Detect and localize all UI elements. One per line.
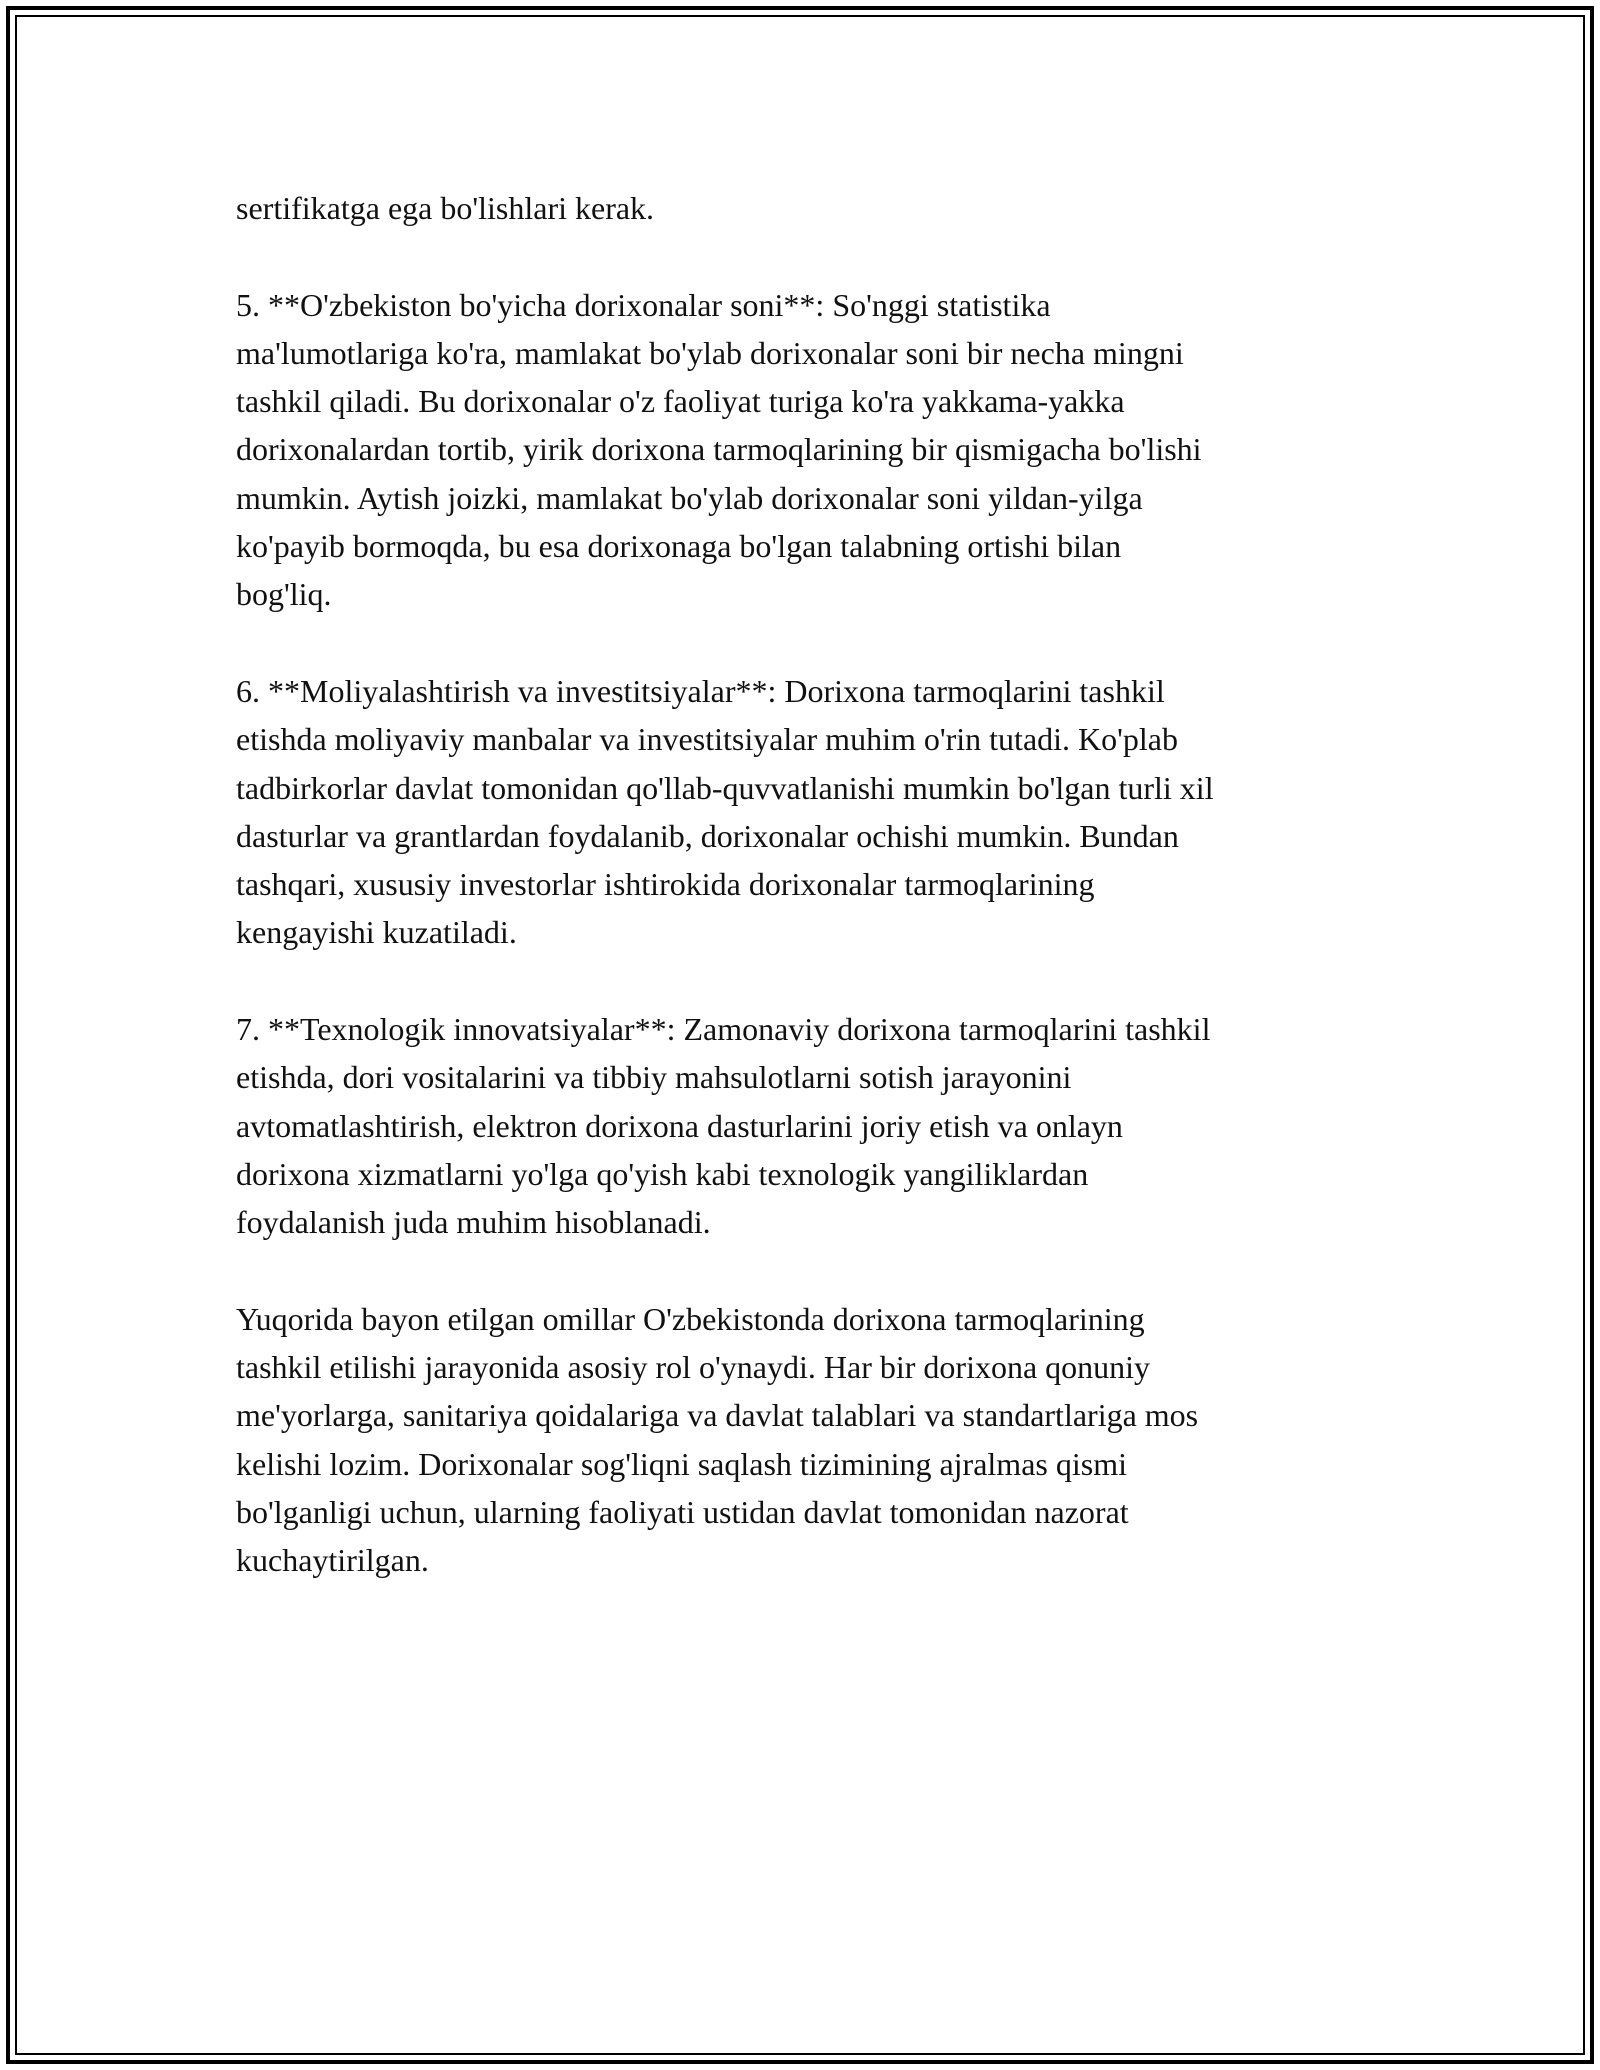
text-line: kelishi lozim. Dorixonalar sog'liqni saqlash tizimining ajralmas qismi bbox=[236, 1445, 1127, 1482]
text-line: avtomatlashtirish, elektron dorixona dasturlarini joriy etish va onlayn bbox=[236, 1107, 1123, 1144]
text-line: ma'lumotlariga ko'ra, mamlakat bo'ylab dorixonalar soni bir necha mingni bbox=[236, 334, 1184, 371]
paragraph-pharmacy-count bbox=[236, 281, 1376, 619]
text-line: sertifikatga ega bo'lishlari kerak. bbox=[236, 190, 655, 226]
text-line: tashqari, xususiy investorlar ishtirokida dorixonalar tarmoqlarining bbox=[236, 866, 1095, 903]
text-line: dasturlar va grantlardan foydalanib, dorixonalar ochishi mumkin. Bundan bbox=[236, 817, 1179, 854]
text-line: 7. **Texnologik innovatsiyalar**: Zamonaviy dorixona tarmoqlarini tashkil bbox=[236, 1011, 1211, 1048]
text-line: me'yorlarga, sanitariya qoidalariga va davlat talablari va standartlariga mos bbox=[236, 1397, 1199, 1434]
text-line: etishda, dori vositalarini va tibbiy mahsulotlarni sotish jarayonini bbox=[236, 1059, 1072, 1096]
text-line: kuchaytirilgan. bbox=[236, 1542, 429, 1579]
text-line: dorixona xizmatlarni yo'lga qo'yish kabi texnologik yangiliklardan bbox=[236, 1155, 1089, 1192]
text-line: tadbirkorlar davlat tomonidan qo'llab-quvvatlanishi mumkin bo'lgan turli xil bbox=[236, 769, 1214, 806]
text-line: Yuqorida bayon etilgan omillar O'zbekistonda dorixona tarmoqlarining bbox=[236, 1300, 1145, 1337]
text-line: ko'payib bormoqda, bu esa dorixonaga bo'lgan talabning ortishi bilan bbox=[236, 528, 1122, 565]
text-line: dorixonalardan tortib, yirik dorixona tarmoqlarining bir qismigacha bo'lishi bbox=[236, 431, 1202, 468]
paragraph-technology bbox=[236, 1005, 1376, 1246]
paragraph-financing bbox=[236, 667, 1376, 957]
text-line: bo'lganligi uchun, ularning faoliyati ustidan davlat tomonidan nazorat bbox=[236, 1494, 1129, 1531]
paragraph-conclusion bbox=[236, 1295, 1376, 1585]
text-line: kengayishi kuzatiladi. bbox=[236, 914, 517, 951]
text-line: 5. **O'zbekiston bo'yicha dorixonalar soni**: So'nggi statistika bbox=[236, 286, 1051, 323]
paragraph-certificate-end bbox=[236, 184, 1376, 232]
text-line: tashkil etilishi jarayonida asosiy rol o'ynaydi. Har bir dorixona qonuniy bbox=[236, 1349, 1151, 1386]
text-line: 6. **Moliyalashtirish va investitsiyalar**: Dorixona tarmoqlarini tashkil bbox=[236, 672, 1165, 709]
text-line: bog'liq. bbox=[236, 576, 332, 613]
text-line: foydalanish juda muhim hisoblanadi. bbox=[236, 1204, 711, 1241]
text-line: tashkil qiladi. Bu dorixonalar o'z faoliyat turiga ko'ra yakkama-yakka bbox=[236, 383, 1125, 420]
document-body bbox=[236, 184, 1376, 1633]
text-line: etishda moliyaviy manbalar va investitsiyalar muhim o'rin tutadi. Ko'plab bbox=[236, 721, 1178, 758]
text-line: mumkin. Aytish joizki, mamlakat bo'ylab dorixonalar soni yildan-yilga bbox=[236, 479, 1143, 516]
